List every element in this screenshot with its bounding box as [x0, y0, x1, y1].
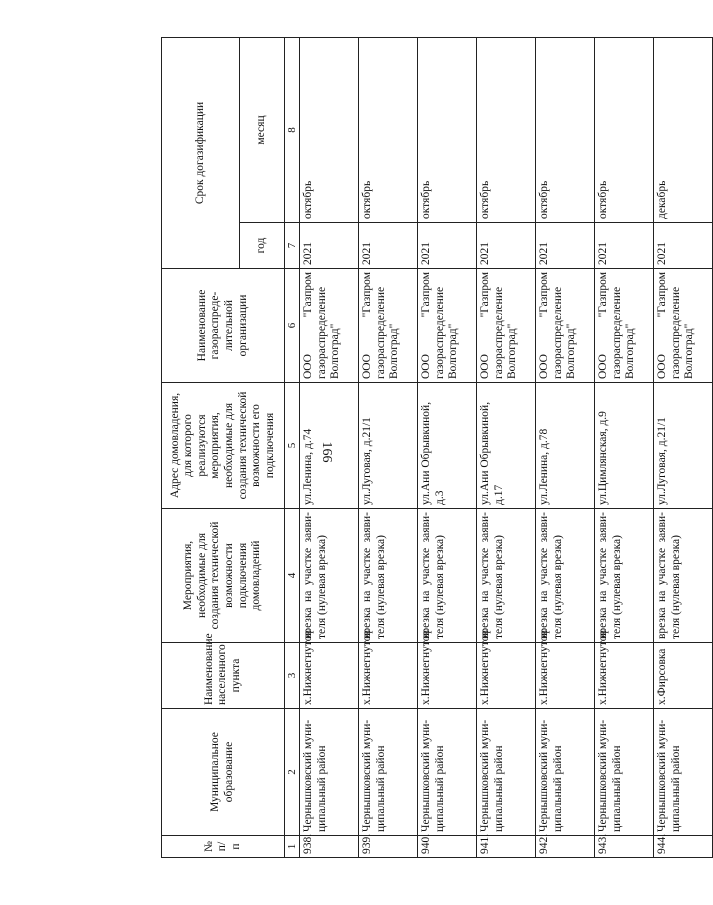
gdo-cell: ООО "Газпром газораспределение Волгоград"	[359, 269, 418, 383]
month-cell: декабрь	[654, 38, 713, 223]
gdo-cell: ООО "Газпром газораспределение Волгоград"	[595, 269, 654, 383]
settlement-cell: х.Нижнегнутов	[300, 643, 359, 709]
header-address: Адрес домовладения, для которого реализуются мероприятия, необходимые для создания технической возможности его подключения	[162, 383, 285, 509]
address-cell: ул.Ани Обрывкиной, д.17	[477, 383, 536, 509]
page-number: 166	[319, 441, 334, 463]
settlement-cell: х.Фирсовка	[654, 643, 713, 709]
column-numbers-row	[285, 38, 300, 858]
settlement-cell: х.Нижнегнутов	[595, 643, 654, 709]
header-measures: Мероприятия, необходимые для создания технической возможности подключения домовладений	[162, 509, 285, 643]
settlement-cell: х.Нижнегнутов	[477, 643, 536, 709]
row-number: 939.	[359, 836, 418, 858]
address-cell: ул.Ленина, д.78	[536, 383, 595, 509]
table-row	[477, 38, 536, 858]
measures-cell: врезка на участке заяви-теля (нулевая врезка)	[595, 509, 654, 643]
month-cell: октябрь	[477, 38, 536, 223]
table-row	[418, 38, 477, 858]
municipality-cell: Чернышковский муни-ципальный район	[477, 709, 536, 836]
table-row	[654, 38, 713, 858]
measures-cell: врезка на участке заяви-теля (нулевая врезка)	[418, 509, 477, 643]
month-cell: октябрь	[418, 38, 477, 223]
municipality-cell: Чернышковский муни-ципальный район	[300, 709, 359, 836]
row-number: 942.	[536, 836, 595, 858]
header-month: месяц	[240, 38, 285, 223]
municipality-cell: Чернышковский муни-ципальный район	[418, 709, 477, 836]
column-number: 6	[285, 269, 300, 383]
settlement-cell: х.Нижнегнутов	[536, 643, 595, 709]
gasification-table	[161, 37, 713, 858]
gdo-cell: ООО "Газпром газораспределение Волгоград"	[536, 269, 595, 383]
gdo-cell: ООО "Газпром газораспределение Волгоград"	[654, 269, 713, 383]
header-year: год	[240, 223, 285, 269]
gdo-cell: ООО "Газпром газораспределение Волгоград"	[300, 269, 359, 383]
measures-cell: врезка на участке заяви-теля (нулевая врезка)	[359, 509, 418, 643]
month-cell: октябрь	[359, 38, 418, 223]
settlement-cell: х.Нижнегнутов	[359, 643, 418, 709]
measures-cell: врезка на участке заяви-теля (нулевая врезка)	[536, 509, 595, 643]
year-cell: 2021	[418, 223, 477, 269]
row-number: 940.	[418, 836, 477, 858]
measures-cell: врезка на участке заяви-теля (нулевая врезка)	[300, 509, 359, 643]
header-settlement: Наименование населенного пункта	[162, 643, 285, 709]
measures-cell: врезка на участке заяви-теля (нулевая врезка)	[477, 509, 536, 643]
municipality-cell: Чернышковский муни-ципальный район	[536, 709, 595, 836]
month-cell: октябрь	[300, 38, 359, 223]
column-number: 8	[285, 38, 300, 223]
gdo-cell: ООО "Газпром газораспределение Волгоград"	[477, 269, 536, 383]
year-cell: 2021	[359, 223, 418, 269]
row-number: 944.	[654, 836, 713, 858]
header-num: № п/п	[162, 836, 285, 858]
month-cell: октябрь	[595, 38, 654, 223]
settlement-cell: х.Нижнегнутов	[418, 643, 477, 709]
column-number: 2	[285, 709, 300, 836]
header-municipality: Муниципальное образование	[162, 709, 285, 836]
table-row	[359, 38, 418, 858]
year-cell: 2021	[477, 223, 536, 269]
municipality-cell: Чернышковский муни-ципальный район	[654, 709, 713, 836]
gdo-cell: ООО "Газпром газораспределение Волгоград"	[418, 269, 477, 383]
year-cell: 2021	[595, 223, 654, 269]
address-cell: ул.Цимлянская, д.9	[595, 383, 654, 509]
municipality-cell: Чернышковский муни-ципальный район	[595, 709, 654, 836]
row-number: 938.	[300, 836, 359, 858]
address-cell: ул.Ленина, д.74	[300, 383, 359, 509]
municipality-cell: Чернышковский муни-ципальный район	[359, 709, 418, 836]
year-cell: 2021	[654, 223, 713, 269]
year-cell: 2021	[536, 223, 595, 269]
table-row	[536, 38, 595, 858]
table-row	[300, 38, 359, 858]
address-cell: ул.Луговая, д.21/1	[654, 383, 713, 509]
month-cell: октябрь	[536, 38, 595, 223]
column-number: 7	[285, 223, 300, 269]
measures-cell: врезка на участке заяви-теля (нулевая врезка)	[654, 509, 713, 643]
row-number: 941.	[477, 836, 536, 858]
year-cell: 2021	[300, 223, 359, 269]
table-row	[595, 38, 654, 858]
column-number: 1	[285, 836, 300, 858]
header-gdo: Наименование газораспреде-лительной организации	[162, 269, 285, 383]
rotated-table-container	[161, 38, 696, 858]
column-number: 3	[285, 643, 300, 709]
row-number: 943.	[595, 836, 654, 858]
address-cell: ул.Луговая, д.21/1	[359, 383, 418, 509]
column-number: 4	[285, 509, 300, 643]
column-number: 5	[285, 383, 300, 509]
address-cell: ул.Ани Обрывкиной, д.3	[418, 383, 477, 509]
header-term: Срок догазификации	[162, 38, 240, 269]
